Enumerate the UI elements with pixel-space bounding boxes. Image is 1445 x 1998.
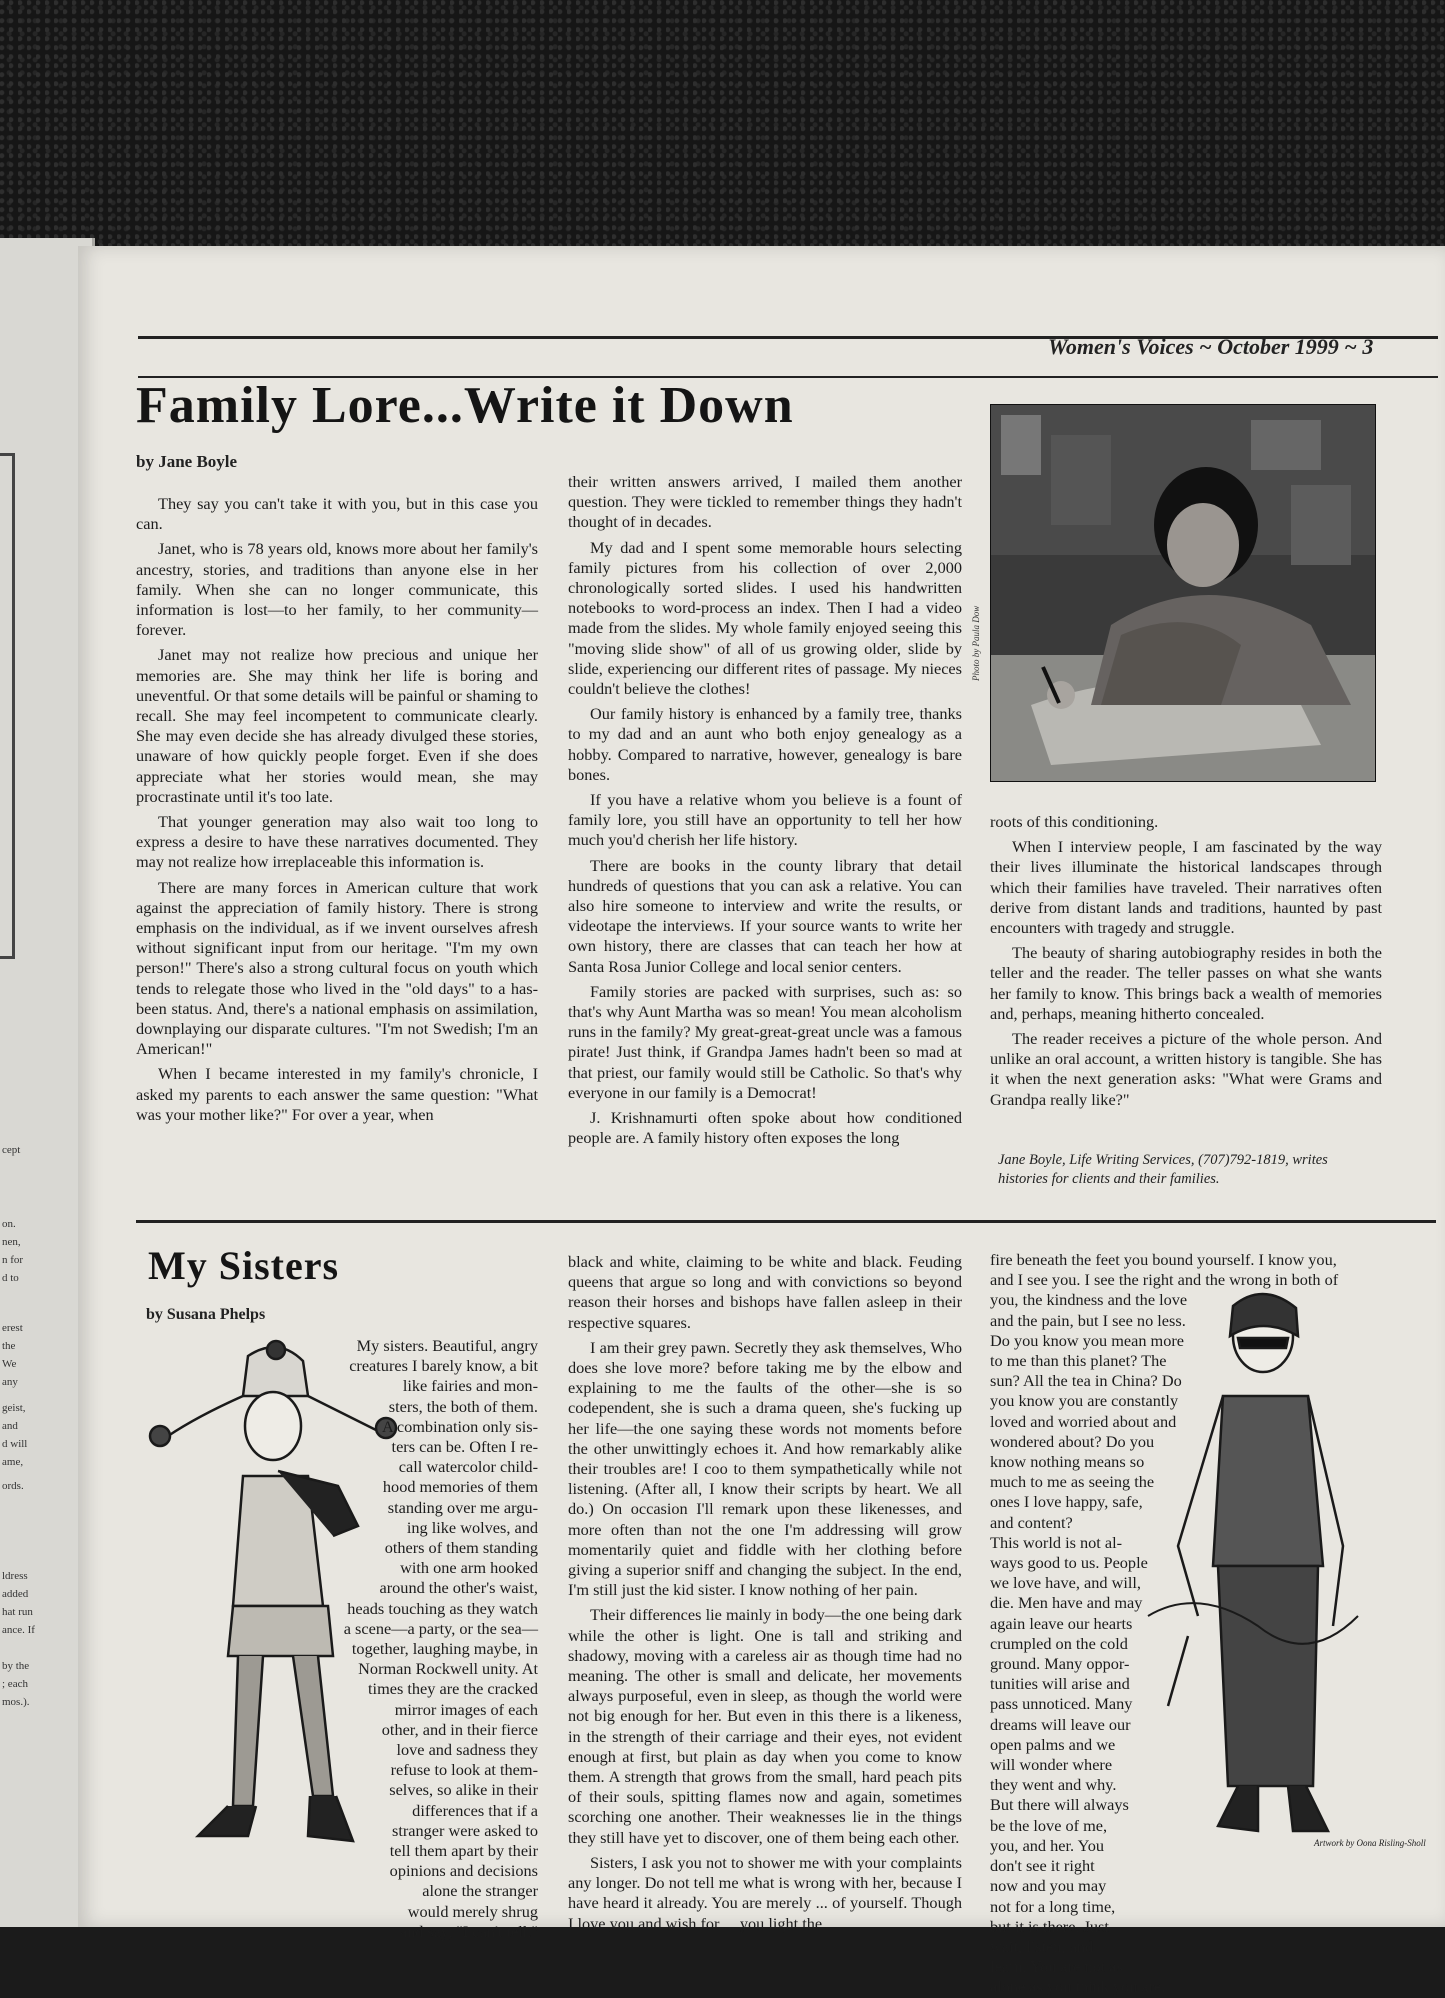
- paragraph: The reader receives a picture of the whole person. And unlike an oral account, a written history is tangible. She has it when the next generation asks: "What were Grams and Grandpa really like?": [990, 1029, 1382, 1109]
- paragraph: If you have a relative whom you believe is a fount of family lore, you still have an opportunity to tell her how much you'd cherish her life history.: [568, 790, 962, 850]
- text-line: My sisters. Beautiful, angry: [356, 1336, 538, 1355]
- paragraph: When I became interested in my family's chronicle, I asked my parents to each answer the same question: "What was your mother like?" For over a year, when: [136, 1064, 538, 1124]
- text-line: sters, the both of them.: [388, 1396, 538, 1416]
- text-line: you, the kindness and the love: [990, 1290, 1188, 1310]
- art-credit: Artwork by Oona Risling-Sholl: [1314, 1838, 1426, 1848]
- text-line: ones I love happy, safe,: [990, 1492, 1143, 1512]
- article2-byline: by Susana Phelps: [146, 1306, 266, 1323]
- text-line: sun? All the tea in China? Do: [990, 1371, 1182, 1391]
- paragraph: Family stories are packed with surprises, such as: so that's why Aunt Martha was so mean! You mean alcoholism runs in the family? My great-great-great uncle was a famous pirate! Just think, if Grandpa James hadn't been so mad at that priest, our family would still be Catholic. So that's why everyone in our family is a Democrat!: [568, 981, 962, 1102]
- text-line: they went and why.: [990, 1775, 1117, 1795]
- text-line: with one arm hooked: [400, 1558, 538, 1578]
- text-line: wait, listen, and: [990, 1936, 1094, 1956]
- paragraph: black and white, claiming to be white and black. Feuding queens that argue so long and with convictions so beyond reason their horses and bishops have fallen asleep in their respective squares.: [568, 1252, 962, 1332]
- paragraph: Our family history is enhanced by a family tree, thanks to my dad and an aunt who both enjoy genealogy as a hobby. Compared to narrative, however, genealogy is bare bones.: [568, 704, 962, 784]
- paragraph: That younger generation may also wait too long to express a desire to have these narratives documented. They may not realize how irreplaceable this information is.: [136, 812, 538, 872]
- text-line: love and sadness they: [396, 1740, 538, 1760]
- adjacent-page-fragment: hat run: [2, 1606, 33, 1618]
- woman-drawing-icon: [1138, 1286, 1378, 1846]
- text-line: ters can be. Often I re-: [391, 1437, 538, 1457]
- text-line: and content?: [990, 1512, 1073, 1532]
- text-line: again leave our hearts: [990, 1613, 1133, 1633]
- adjacent-page-fragment: erest: [2, 1322, 23, 1334]
- text-line: dreams will leave our: [990, 1714, 1131, 1734]
- text-line: Do you know you mean more: [990, 1330, 1184, 1350]
- adjacent-page-fragment: added: [2, 1588, 29, 1600]
- text-line: loved and worried about and: [990, 1411, 1177, 1431]
- text-line: pass unnoticed. Many: [990, 1694, 1133, 1714]
- text-line: ways good to us. People: [990, 1553, 1148, 1573]
- text-line: selves, so alike in their: [389, 1780, 538, 1800]
- text-line: This world is not al-: [990, 1532, 1123, 1552]
- text-line: you, and her. You: [990, 1835, 1104, 1855]
- text-line: much to me as seeing the: [990, 1472, 1155, 1492]
- paragraph: Their differences lie mainly in body—the one being dark while the other is light. One is tall and striking and shadowy, moving with a careless air as though time had no meaning. The other is small and delicate, her movements always purposeful, even in sleep, as though the world were not big enough for her. But even in this there is a likeness, in the strength of their carriage and their eyes, not evident enough at first, but plain as day when you come to know them. A strength that grows from the small, hard peach pits of their souls, spitting flames now and again, sometimes scorching one another. Their weaknesses lie in the things they still have yet to discover, one of them being each other.: [568, 1605, 962, 1847]
- article2-column-1: [238, 1336, 538, 1942]
- text-line: standing over me argu-: [387, 1497, 538, 1517]
- text-line: but it is there. Just: [990, 1916, 1109, 1936]
- adjacent-page-box: [0, 453, 15, 959]
- newspaper-page: [78, 246, 1445, 1997]
- author-note: Jane Boyle, Life Writing Services, (707)792-1819, writes histories for clients and their families.: [998, 1152, 1328, 1187]
- text-line: others of them standing: [384, 1538, 538, 1558]
- text-line: hood memories of them: [382, 1477, 538, 1497]
- paragraph: I am their grey pawn. Secretly they ask themselves, Who does she love more? before taking me by the elbow and explaining to me the faults of the other—she is so codependent, she is such a drama queen, she's fucking up her life—the one saying these words not moments before the other unwittingly echoes it. And how remarkably alike their troubles are! I coo to them sympathetically while not listening. (After all, I know their scripts by heart. We all do.) On occasion I'll remark upon these likenesses, and more often than not the one I'm addressing will grow momentarily quiet and fiddle with her clothing before giving a superior sniff and changing the subject. In the end, I'm still just the kid sister. I know nothing of her pain.: [568, 1337, 962, 1600]
- section-rule: [136, 1220, 1436, 1223]
- text-line: wondered about? Do you: [990, 1431, 1155, 1451]
- article1-photo: [990, 404, 1376, 782]
- text-line: and say, "I can't tell.": [399, 1921, 538, 1941]
- text-line: learn. You are not as: [990, 1957, 1123, 1977]
- text-line: and I see you. I see the right and the wrong in both of: [990, 1270, 1339, 1290]
- woman-writing-photo: [991, 405, 1375, 781]
- text-line: we love have, and will,: [990, 1573, 1142, 1593]
- adjacent-page-fragment: cept: [2, 1144, 21, 1156]
- adjacent-page-fragment: any: [2, 1376, 18, 1388]
- text-line: a scene—a party, or the sea—: [343, 1618, 538, 1638]
- text-line: open palms and we: [990, 1734, 1116, 1754]
- adjacent-page-fragment: mos.).: [2, 1696, 30, 1708]
- article2-column-2: [568, 1252, 962, 1939]
- text-line: around the other's waist,: [379, 1578, 538, 1598]
- text-line: not for a long time,: [990, 1896, 1116, 1916]
- paragraph: My dad and I spent some memorable hours selecting family pictures from his collection of over 2,000 chronologically sorted slides. I used his handwritten notebooks to word-process an index. Then I had a video made from the slides. My whole family enjoyed seeing this "moving slide show" of all of us growing older, slide by slide, experiencing our different rites of passage. My nieces couldn't believe the clothes!: [568, 537, 962, 699]
- text-line: ground. Many oppor-: [990, 1654, 1130, 1674]
- article1-column-1: [136, 494, 538, 1130]
- adjacent-page-fragment: d will: [2, 1438, 28, 1450]
- text-line: be the love of me,: [990, 1815, 1108, 1835]
- text-line: But there will always: [990, 1795, 1129, 1815]
- text-line: to me than this planet? The: [990, 1351, 1167, 1371]
- text-line: tell them apart by their: [389, 1841, 538, 1861]
- adjacent-page-fragment: ance. If: [2, 1624, 35, 1636]
- text-line: other, and in their fierce: [381, 1719, 538, 1739]
- paragraph: They say you can't take it with you, but in this case you can.: [136, 494, 538, 534]
- text-line: now and you may: [990, 1876, 1107, 1896]
- text-line: would merely shrug: [407, 1901, 538, 1921]
- paragraph: When I interview people, I am fascinated by the way their lives illuminate the historical landscapes through which their families have traveled. Their narratives often derive from distant lands and traditions, haunted by past encounters with tragedy and struggle.: [990, 837, 1382, 938]
- text-line: and the pain, but I see no less.: [990, 1310, 1186, 1330]
- text-line: differences that if a: [412, 1800, 538, 1820]
- text-line: alone the stranger: [422, 1881, 538, 1901]
- text-line: stranger were asked to: [391, 1820, 538, 1840]
- paragraph: their written answers arrived, I mailed them another question. They were tickled to remember things they hadn't thought of in decades.: [568, 472, 962, 532]
- text-line: fire beneath the feet you bound yourself. I know you,: [990, 1250, 1337, 1269]
- paragraph: There are books in the county library that detail hundreds of questions that you can ask a relative. You can also hire someone to interview and write the results, or videotape the interviews. If your source wants to write her own history, there are classes that can teach her how at Santa Rosa Junior College and local senior centers.: [568, 855, 962, 976]
- adjacent-page-fragment: We: [2, 1358, 17, 1370]
- article1-column-3: [990, 812, 1382, 1115]
- text-line: times they are the cracked: [368, 1679, 538, 1699]
- text-line: like fairies and mon-: [402, 1376, 538, 1396]
- text-line: don't see it right: [990, 1856, 1095, 1876]
- adjacent-page-fragment: ame,: [2, 1456, 24, 1468]
- woman-illustration: [1138, 1286, 1378, 1851]
- text-line: call watercolor child-: [398, 1457, 538, 1477]
- text-line: creatures I barely know, a bit: [349, 1356, 538, 1376]
- adjacent-page-fragment: ords.: [2, 1480, 24, 1492]
- text-line: Norman Rockwell unity. At: [358, 1659, 538, 1679]
- adjacent-page-fragment: by the: [2, 1660, 30, 1672]
- paragraph: The beauty of sharing autobiography resides in both the teller and the reader. The teller passes on what she wants her family to know. This brings back a wealth of memories and, perhaps, meaning hitherto concealed.: [990, 943, 1382, 1023]
- paragraph: Sisters, I ask you not to shower me with your complaints any longer. Do not tell me what is wrong with her, because I have heard it already. You are merely ... of yourself. Though I love you and wish for ... you light the: [568, 1852, 962, 1933]
- text-line: A combination only sis-: [381, 1416, 538, 1436]
- adjacent-page-fragment: and: [2, 1420, 18, 1432]
- paragraph: There are many forces in American culture that work against the appreciation of family history. There is strong emphasis on the individual, as if we invent ourselves afresh without significant input from our heritage. "I'm my own person!" There's also a strong cultural focus on youth which tends to relegate those who lived in the "old days" to a has-been status. And, there's a national emphasis on assimilation, downplaying our disparate cultures. "I'm not Swedish; I'm an American!": [136, 877, 538, 1059]
- text-line: refuse to look at them-: [390, 1760, 538, 1780]
- text-line: crumpled on the cold: [990, 1633, 1128, 1653]
- paragraph: J. Krishnamurti often spoke about how conditioned people are. A family history often exposes the long: [568, 1108, 962, 1148]
- paragraph: Janet may not realize how precious and unique her memories are. She may think her life is boring and uneventful. Or that some details will be painful or shaming to recall. She may feel incompetent to communicate clearly. She may even decide she has already divulged these stories, unaware of how quickly people forget. Even if she does appreciate what her stories would mean, she may procrastinate until it's too late.: [136, 645, 538, 806]
- paragraph: roots of this conditioning.: [990, 812, 1159, 831]
- text-line: tunities will arise and: [990, 1674, 1130, 1694]
- text-line: together, laughing maybe, in: [351, 1639, 538, 1659]
- article1-byline: by Jane Boyle: [136, 452, 238, 471]
- text-line: will wonder where: [990, 1755, 1113, 1775]
- adjacent-page-fragment: n for: [2, 1254, 24, 1266]
- text-line: know nothing means so: [990, 1452, 1145, 1472]
- adjacent-page-fragment: d to: [2, 1272, 19, 1284]
- adjacent-page-fragment: on.: [2, 1218, 16, 1230]
- adjacent-page-fragment: ; each: [2, 1678, 28, 1690]
- text-line: heads touching as they watch: [347, 1598, 538, 1618]
- text-line: ing like wolves, and: [406, 1517, 538, 1537]
- text-line: you know you are constantly: [990, 1391, 1179, 1411]
- adjacent-page-fragment: geist,: [2, 1402, 26, 1414]
- text-line: mirror images of each: [394, 1699, 538, 1719]
- photo-credit: Photo by Paula Dow: [971, 605, 981, 681]
- text-line: alone as you think you are.: [990, 1977, 1166, 1997]
- adjacent-page-fragment: the: [2, 1340, 16, 1352]
- adjacent-page-fragment: ldress: [2, 1570, 28, 1582]
- masthead: Women's Voices ~ October 1999 ~ 3: [1048, 334, 1374, 359]
- text-line: opinions and decisions: [389, 1861, 538, 1881]
- text-line: die. Men have and may: [990, 1593, 1143, 1613]
- paragraph: Janet, who is 78 years old, knows more about her family's ancestry, stories, and traditions than anyone else in her family. When she can no longer communicate, this information is lost—to her family, to her community—forever.: [136, 539, 538, 640]
- article2-title: My Sisters: [148, 1243, 340, 1288]
- article1-column-2: [568, 472, 962, 1154]
- article1-title: Family Lore...Write it Down: [136, 377, 794, 434]
- adjacent-page-fragment: nen,: [2, 1236, 21, 1248]
